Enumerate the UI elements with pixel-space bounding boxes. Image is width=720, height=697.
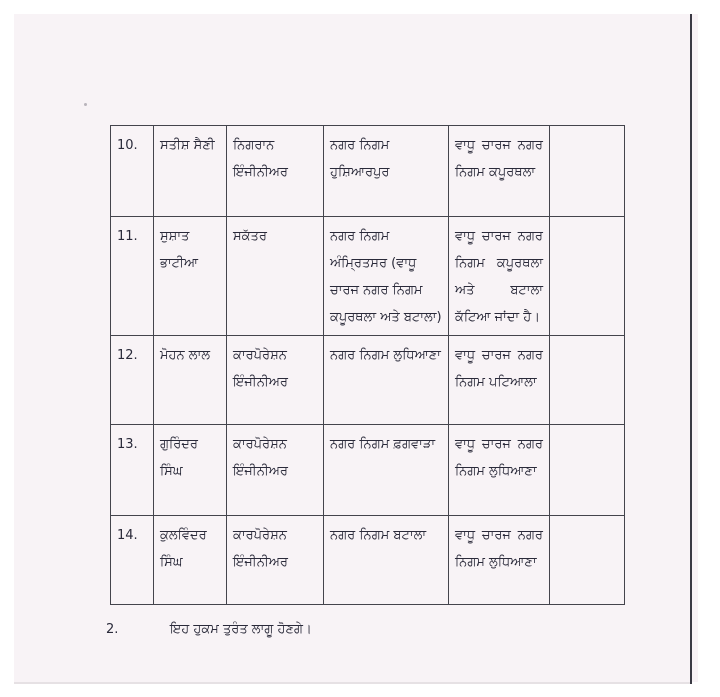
page-bottom-edge (14, 682, 690, 684)
posting-office-cell: ਨਗਰ ਨਿਗਮ ਫ਼ਗਵਾੜਾ (324, 425, 449, 516)
table-row (111, 126, 625, 217)
officer-name-cell: ਸੁਸ਼ਾਤ ਭਾਟੀਆ (154, 217, 227, 336)
serial-number-cell: 10. (111, 126, 154, 217)
designation-cell: ਕਾਰਪੋਰੇਸ਼ਨ ਇੰਜੀਨੀਅਰ (227, 516, 324, 605)
posting-office-cell: ਨਗਰ ਨਿਗਮ ਬਟਾਲਾ (324, 516, 449, 605)
designation-cell: ਕਾਰਪੋਰੇਸ਼ਨ ਇੰਜੀਨੀਅਰ (227, 425, 324, 516)
additional-charge-cell: ਵਾਧੂ ਚਾਰਜ ਨਗਰ ਨਿਗਮ ਕਪੂਰਥਲਾ (449, 126, 550, 217)
remarks-cell (550, 516, 625, 605)
table-row (111, 217, 625, 336)
table-row (111, 336, 625, 425)
additional-charge-cell: ਵਾਧੂ ਚਾਰਜ ਨਗਰ ਨਿਗਮ ਕਪੂਰਥਲਾ ਅਤੇ ਬਟਾਲਾ ਕੱਟਿਆ ਜਾਂਦਾ ਹੈ। (449, 217, 550, 336)
additional-charge-cell: ਵਾਧੂ ਚਾਰਜ ਨਗਰ ਨਿਗਮ ਲੁਧਿਆਣਾ (449, 425, 550, 516)
table-row (111, 516, 625, 605)
designation-cell: ਸਕੱਤਰ (227, 217, 324, 336)
designation-cell: ਕਾਰਪੋਰੇਸ਼ਨ ਇੰਜੀਨੀਅਰ (227, 336, 324, 425)
remarks-cell (550, 425, 625, 516)
serial-number-cell: 11. (111, 217, 154, 336)
posting-office-cell: ਨਗਰ ਨਿਗਮ ਲੁਧਿਆਣਾ (324, 336, 449, 425)
designation-cell: ਨਿਗਰਾਨ ਇੰਜੀਨੀਅਰ (227, 126, 324, 217)
posting-office-cell: ਨਗਰ ਨਿਗਮ ਹੁਸ਼ਿਆਰਪੁਰ (324, 126, 449, 217)
paragraph-number: 2. (106, 622, 119, 637)
serial-number-cell: 12. (111, 336, 154, 425)
remarks-cell (550, 126, 625, 217)
posting-orders-table (110, 125, 625, 605)
officer-name-cell: ਕੁਲਵਿੰਦਰ ਸਿੰਘ (154, 516, 227, 605)
table-row (111, 425, 625, 516)
scan-speck (84, 103, 87, 106)
remarks-cell (550, 336, 625, 425)
remarks-cell (550, 217, 625, 336)
additional-charge-cell: ਵਾਧੂ ਚਾਰਜ ਨਗਰ ਨਿਗਮ ਲੁਧਿਆਣਾ (449, 516, 550, 605)
serial-number-cell: 14. (111, 516, 154, 605)
serial-number-cell: 13. (111, 425, 154, 516)
officer-name-cell: ਮੋਹਨ ਲਾਲ (154, 336, 227, 425)
order-effective-note: ਇਹ ਹੁਕਮ ਤੁਰੰਤ ਲਾਗੂ ਹੋਣਗੇ। (170, 622, 312, 637)
posting-office-cell: ਨਗਰ ਨਿਗਮ ਅੰਮ੍ਰਿਤਸਰ (ਵਾਧੂ ਚਾਰਜ ਨਗਰ ਨਿਗਮ ਕਪੂਰਥਲਾ ਅਤੇ ਬਟਾਲਾ) (324, 217, 449, 336)
page-edge-shadow (690, 14, 692, 684)
additional-charge-cell: ਵਾਧੂ ਚਾਰਜ ਨਗਰ ਨਿਗਮ ਪਟਿਆਲਾ (449, 336, 550, 425)
officer-name-cell: ਗੁਰਿੰਦਰ ਸਿੰਘ (154, 425, 227, 516)
officer-name-cell: ਸਤੀਸ਼ ਸੈਣੀ (154, 126, 227, 217)
